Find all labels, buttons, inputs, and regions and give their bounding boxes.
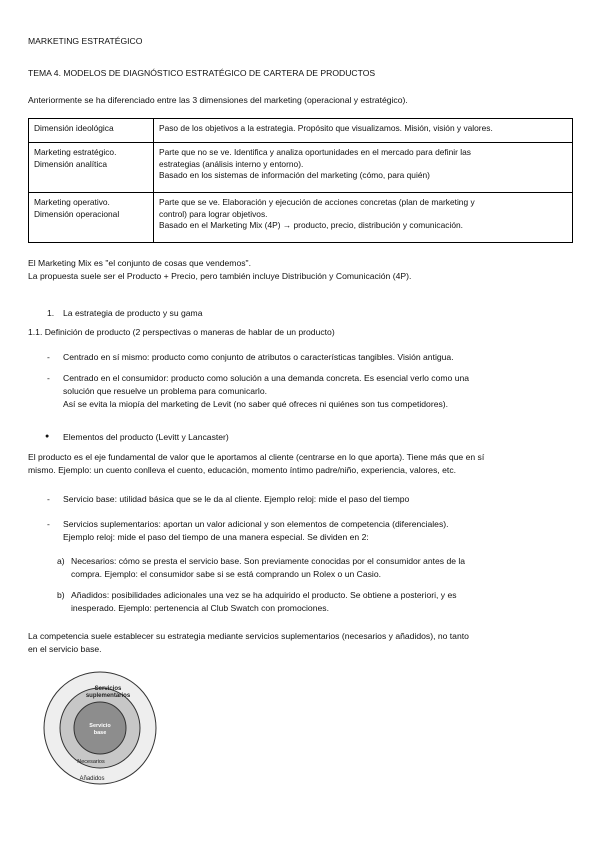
closing-line: en el servicio base. (28, 644, 102, 654)
row-desc-line: estrategias (análisis interno y entorno). (159, 158, 304, 169)
bullet-line: Centrado en sí mismo: producto como conjunto de atributos o características tangibles. Visión antigua. (63, 352, 454, 362)
doc-title: MARKETING ESTRATÉGICO (28, 36, 143, 46)
section-title: La estrategia de producto y su gama (63, 308, 203, 318)
table-cell-desc (154, 193, 573, 243)
service-supp-line: Servicios suplementarios: aportan un valor adicional y son elementos de competencia (diferenciales). (63, 519, 449, 529)
table-row (29, 119, 573, 143)
bullet-dash: - (47, 519, 50, 529)
table-row (29, 143, 573, 193)
table-row (29, 193, 573, 243)
table-cell-label (29, 193, 154, 243)
anadidos-line: inesperado. Ejemplo: pertenencia al Club Swatch con promociones. (71, 603, 329, 613)
dimensions-table (28, 118, 573, 243)
row-label-line: Dimensión analítica (34, 158, 108, 169)
row-label-line: Dimensión operacional (34, 208, 120, 219)
anadidos-line: Añadidos: posibilidades adicionales una vez se ha adquirido el producto. Se obtiene a posteriori, y es (71, 590, 457, 600)
bullet-dash: - (47, 373, 50, 383)
table-cell-label (29, 143, 154, 193)
core-label-line: base (93, 730, 107, 736)
elements-title: Elementos del producto (Levitt y Lancaster) (63, 432, 229, 442)
core-label-line: Servicio (89, 723, 111, 729)
bullet-line: Centrado en el consumidor: producto como solución a una demanda concreta. Es esencial verlo como una (63, 373, 470, 383)
middle-ring-label: Necesarios (77, 759, 105, 765)
topic-heading: TEMA 4. MODELOS DE DIAGNÓSTICO ESTRATÉGICO DE CARTERA DE PRODUCTOS (28, 68, 376, 78)
elements-para-line: mismo. Ejemplo: un cuento conlleva el cuento, educación, momento íntimo padre/niño, experiencia, valores, etc. (28, 465, 457, 475)
subsection-heading: 1.1. Definición de producto (2 perspectivas o maneras de hablar de un producto) (28, 327, 335, 337)
row-label-line: Marketing estratégico. (34, 147, 117, 157)
table-cell-label (29, 119, 154, 143)
necesarios-line: Necesarios: cómo se presta el servicio base. Son previamente conocidas por el consumidor antes de la (71, 556, 466, 566)
row-desc-line: Basado en el Marketing Mix (4P) → producto, precio, distribución y comunicación. (159, 220, 463, 230)
outer-label-line: suplementarios (85, 693, 131, 699)
section-number: 1. (47, 308, 55, 318)
mix-line-2: La propuesta suele ser el Producto + Precio, pero también incluye Distribución y Comunicación (4P). (28, 271, 412, 281)
service-base-line: Servicio base: utilidad básica que se le da al cliente. Ejemplo reloj: mide el paso del tiempo (63, 494, 410, 504)
intro-paragraph: Anteriormente se ha diferenciado entre las 3 dimensiones del marketing (operacional y estratégico). (28, 95, 408, 105)
elements-para-line: El producto es el eje fundamental de valor que le aportamos al cliente (centrarse en lo que aporta). Tiene más que en sí (28, 452, 485, 462)
service-supp-line: Ejemplo reloj: mide el paso del tiempo de una manera especial. Se dividen en 2: (63, 532, 369, 542)
table-cell-desc (154, 119, 573, 143)
bullet-dash: - (47, 352, 50, 362)
necesarios-line: compra. Ejemplo: el consumidor sabe si se está comprando un Rolex o un Casio. (71, 569, 382, 579)
bullet-dash: - (47, 494, 50, 504)
product-levels-diagram (32, 670, 172, 788)
outer-ring-label: Añadidos (79, 776, 105, 782)
row-desc-line: Basado en los sistemas de información del marketing (cómo, para quién) (159, 170, 430, 180)
bullet-line: solución que resuelve un problema para comunicarlo. (63, 386, 267, 396)
row-desc-line: Parte que se ve. Elaboración y ejecución de acciones concretas (plan de marketing y (159, 197, 475, 207)
row-desc-line: Paso de los objetivos a la estrategia. Propósito que visualizamos. Misión, visión y valores. (159, 123, 493, 133)
row-label-line: Marketing operativo. (34, 197, 110, 207)
closing-line: La competencia suele establecer su estrategia mediante servicios suplementarios (necesarios y añadidos), no tanto (28, 631, 469, 641)
row-desc-line: Parte que no se ve. Identifica y analiza oportunidades en el mercado para definir las (159, 147, 471, 157)
table-cell-desc (154, 143, 573, 193)
list-marker-a: a) (57, 556, 65, 566)
row-label-line: Dimensión ideológica (34, 123, 114, 133)
row-desc-line: control) para lograr objetivos. (159, 208, 268, 219)
bullet-line: Así se evita la miopía del marketing de Levit (no saber qué ofreces ni quiénes son tus competidores). (63, 399, 449, 409)
outer-label-line: Servicios (94, 686, 122, 692)
bullet-dot: ● (45, 433, 50, 440)
list-marker-b: b) (57, 590, 65, 600)
mix-line-1: El Marketing Mix es "el conjunto de cosas que vendemos". (28, 258, 251, 268)
